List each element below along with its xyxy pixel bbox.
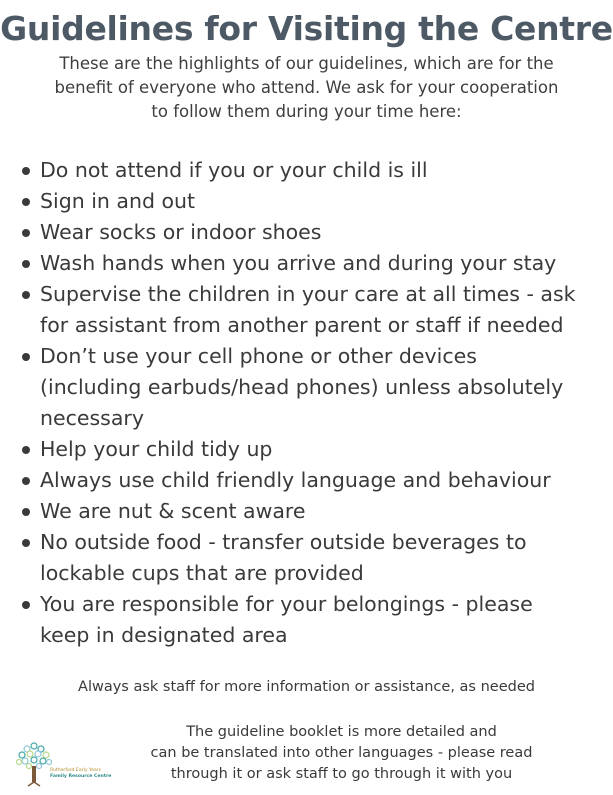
list-item-line: necessary (40, 406, 144, 430)
list-item-line: Supervise the children in your care at all times - ask (40, 282, 576, 306)
bullet-icon (22, 291, 30, 299)
list-item (20, 496, 600, 527)
list-item-line: Wash hands when you arrive and during your stay (40, 251, 557, 275)
bullet-icon (22, 260, 30, 268)
list-item-line: keep in designated area (40, 623, 288, 647)
list-item (20, 217, 600, 248)
list-item-line: lockable cups that are provided (40, 561, 364, 585)
page-title: Guidelines for Visiting the Centre (0, 9, 613, 48)
list-item (20, 186, 600, 217)
guidelines-list (20, 155, 600, 651)
tree-icon (14, 738, 54, 788)
list-item-line: Wear socks or indoor shoes (40, 220, 322, 244)
booklet-line: can be translated into other languages - please read (150, 745, 533, 761)
bullet-icon (22, 229, 30, 237)
ask-staff-note: Always ask staff for more information or assistance, as needed (78, 679, 535, 695)
list-item-line: (including earbuds/head phones) unless absolutely (40, 375, 564, 399)
intro-text (20, 52, 593, 124)
booklet-line: through it or ask staff to go through it with you (170, 766, 513, 782)
intro-line: These are the highlights of our guidelines, which are for the (59, 54, 554, 73)
intro-line: benefit of everyone who attend. We ask for your cooperation (54, 78, 559, 97)
bullet-icon (22, 601, 30, 609)
booklet-line: The guideline booklet is more detailed and (186, 724, 497, 740)
bullet-icon (22, 477, 30, 485)
list-item (20, 434, 600, 465)
list-item-line: for assistant from another parent or staff if needed (40, 313, 564, 337)
list-item (20, 527, 600, 589)
booklet-note (80, 722, 603, 785)
list-item-line: Do not attend if you or your child is ill (40, 158, 428, 182)
bullet-icon (22, 198, 30, 206)
bullet-icon (22, 446, 30, 454)
bullet-icon (22, 508, 30, 516)
list-item-line: Always use child friendly language and behaviour (40, 468, 551, 492)
list-item (20, 155, 600, 186)
list-item-line: Help your child tidy up (40, 437, 273, 461)
list-item (20, 279, 600, 341)
logo-line: Rutherford Early Years (50, 768, 102, 773)
list-item (20, 341, 600, 434)
logo-line: Family Resource Centre (50, 774, 112, 779)
list-item (20, 589, 600, 651)
list-item (20, 465, 600, 496)
bullet-icon (22, 539, 30, 547)
list-item-line: Don’t use your cell phone or other devices (40, 344, 477, 368)
list-item-line: You are responsible for your belongings - please (40, 592, 533, 616)
bullet-icon (22, 167, 30, 175)
list-item-line: Sign in and out (40, 189, 196, 213)
bullet-icon (22, 353, 30, 361)
list-item (20, 248, 600, 279)
intro-line: to follow them during your time here: (151, 102, 462, 121)
list-item-line: We are nut & scent aware (40, 499, 306, 523)
list-item-line: No outside food - transfer outside beverages to (40, 530, 527, 554)
